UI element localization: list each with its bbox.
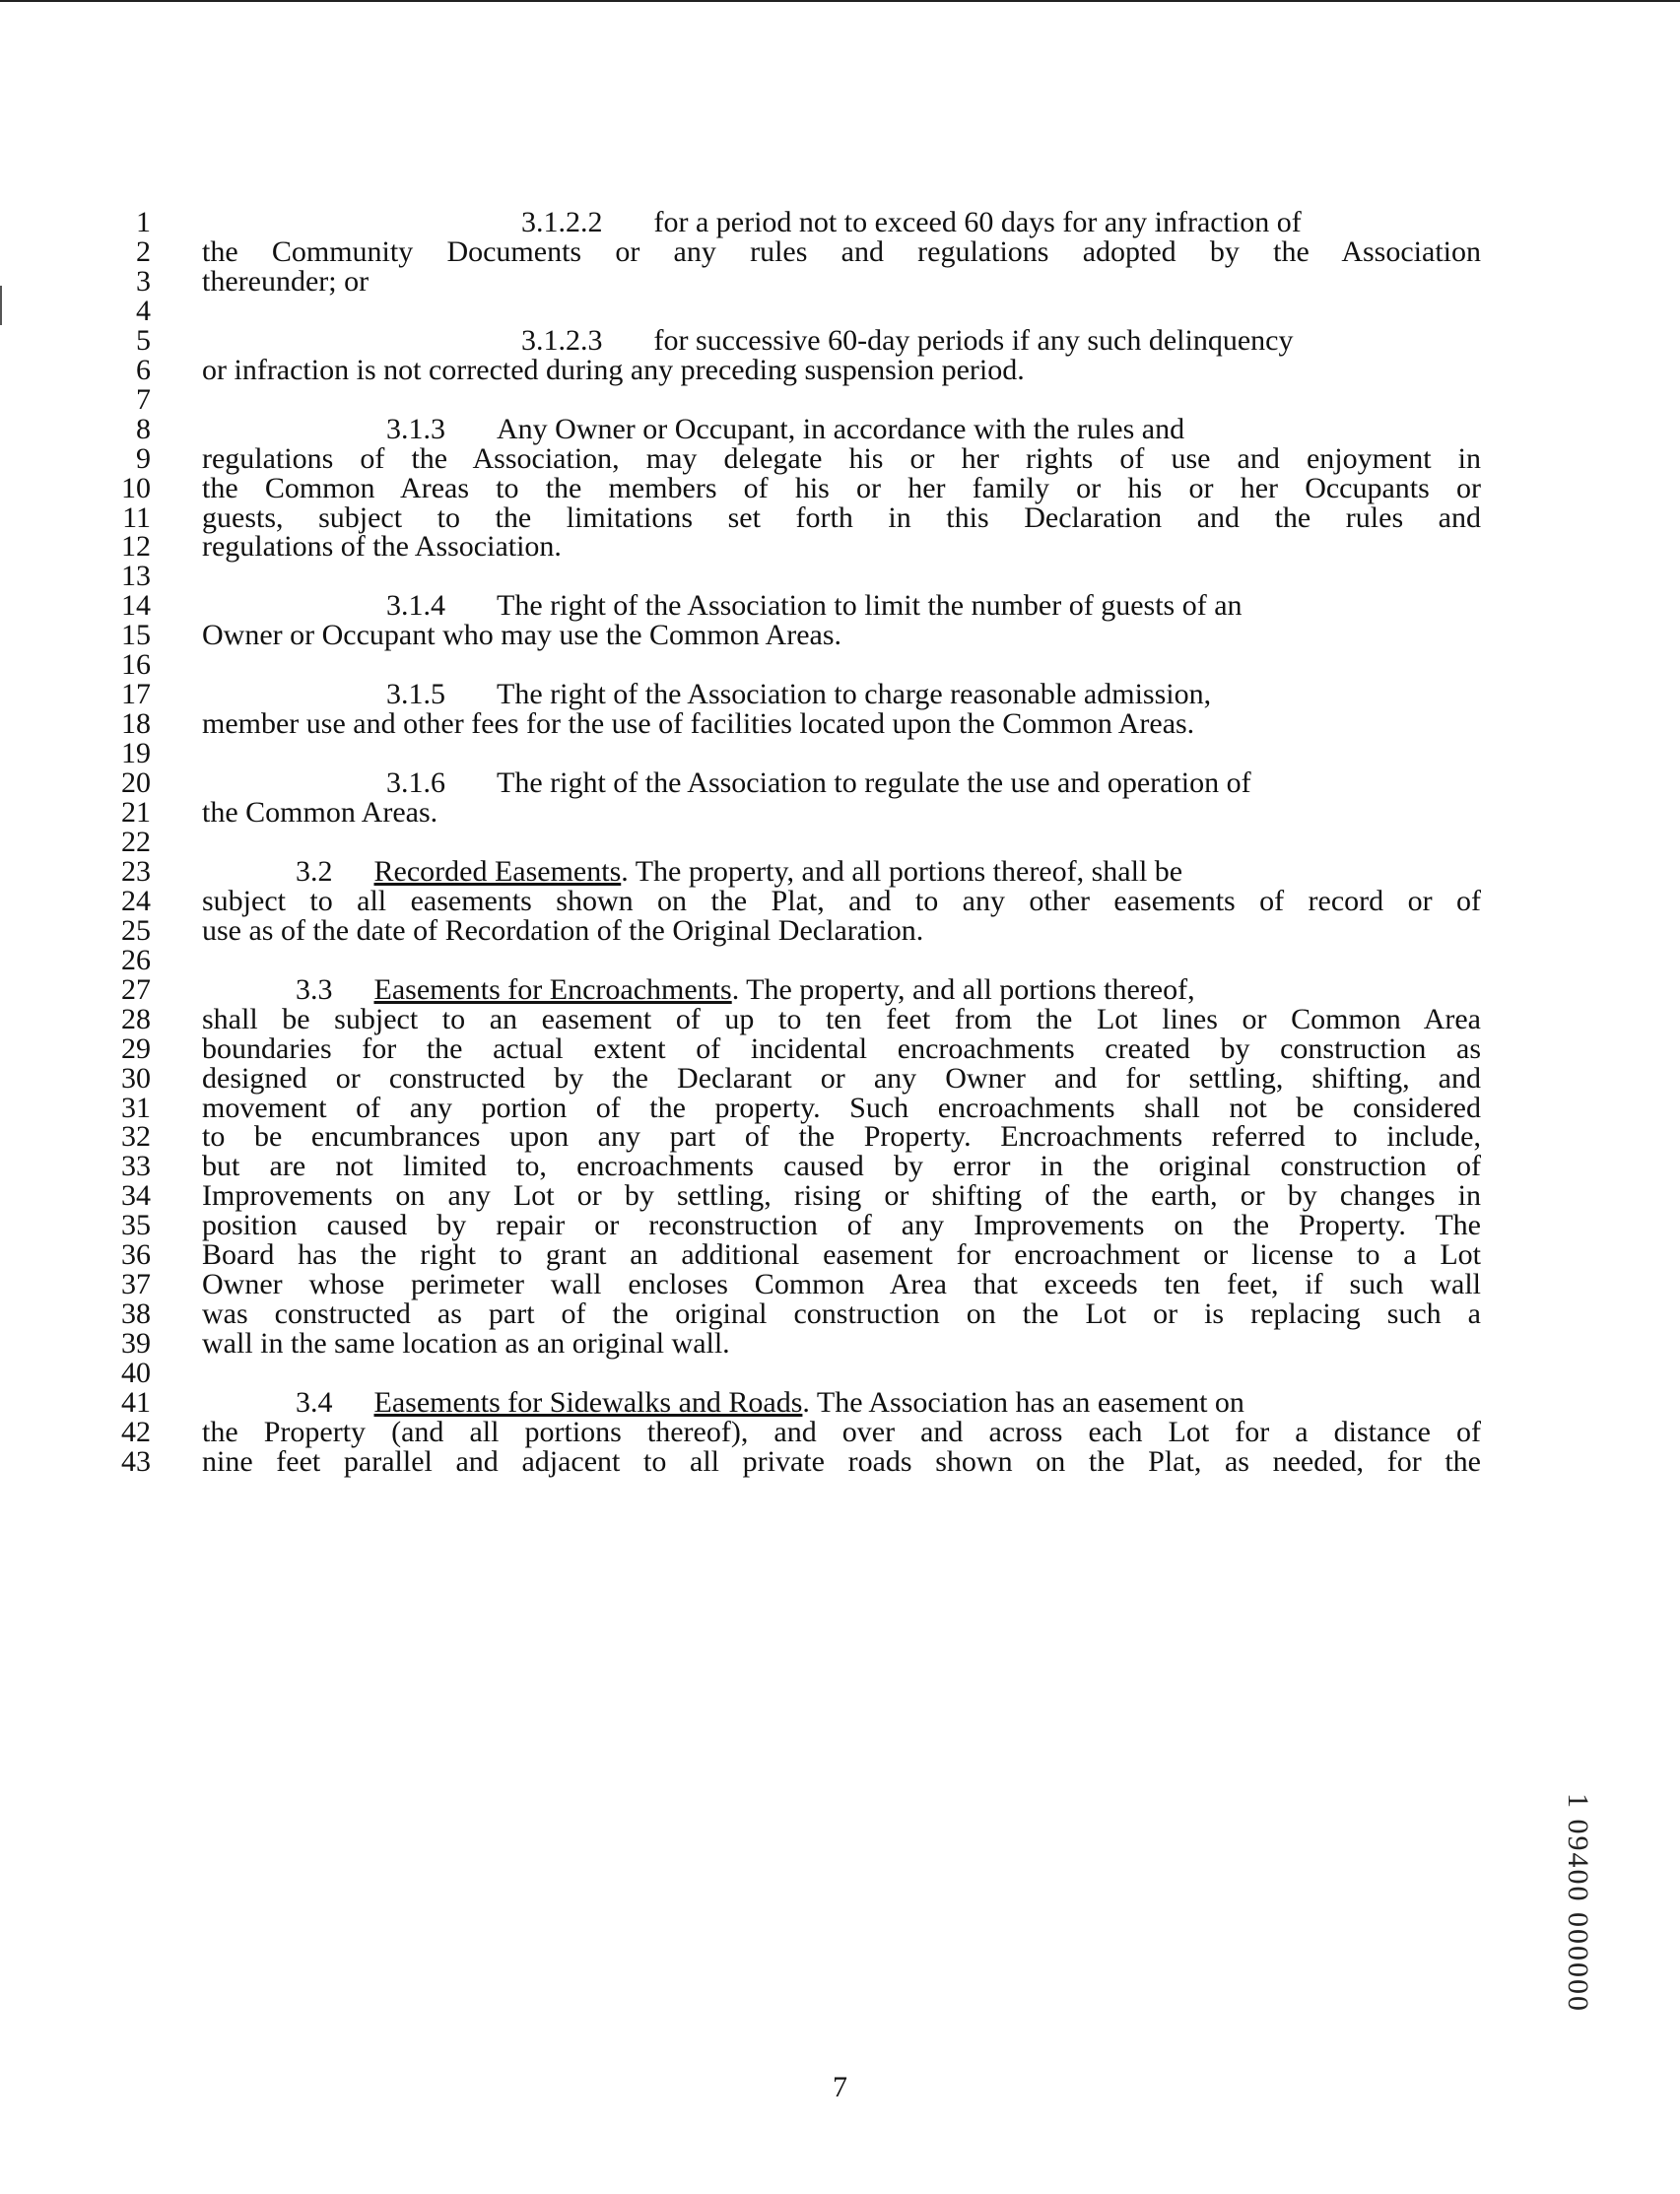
line-number: 29 <box>121 1032 151 1065</box>
line-number: 16 <box>121 648 151 681</box>
section-text: Any Owner or Occupant, in accordance with the rules and <box>497 413 1185 445</box>
line-number: 20 <box>121 766 151 799</box>
line-number: 34 <box>121 1179 151 1212</box>
line-number: 24 <box>121 885 151 917</box>
line-number: 23 <box>121 855 151 888</box>
line-number: 18 <box>121 707 151 740</box>
line-number: 27 <box>121 973 151 1006</box>
line-text: to be encumbrances upon any part of the Property. Encroachments referred to include, <box>202 1120 1481 1153</box>
line-number: 42 <box>121 1416 151 1448</box>
line-number: 26 <box>121 944 151 976</box>
line-text: shall be subject to an easement of up to ten feet from the Lot lines or Common Area <box>202 1003 1481 1035</box>
line-text: subject to all easements shown on the Plat, and to any other easements of record or of <box>202 885 1481 917</box>
section-text: for successive 60-day periods if any such delinquency <box>653 324 1294 357</box>
line-number: 41 <box>121 1386 151 1419</box>
line-number: 35 <box>121 1209 151 1241</box>
section-number: 3.1.2.2 <box>521 206 603 238</box>
line-number: 30 <box>121 1062 151 1095</box>
line-text: boundaries for the actual extent of incidental encroachments created by construction as <box>202 1032 1481 1065</box>
section-text: . The property, and all portions thereof, shall be <box>621 855 1183 888</box>
line-number: 1 <box>136 206 151 238</box>
line-number: 39 <box>121 1327 151 1360</box>
line-text: guests, subject to the limitations set forth in this Declaration and the rules and <box>202 501 1481 534</box>
section-number: 3.1.6 <box>386 766 445 799</box>
line-text: use as of the date of Recordation of the Original Declaration. <box>202 914 924 947</box>
line-text: Improvements on any Lot or by settling, rising or shifting of the earth, or by changes in <box>202 1179 1481 1212</box>
line-text: Owner or Occupant who may use the Common Areas. <box>202 619 842 651</box>
line-number: 5 <box>136 324 151 357</box>
section-text: . The property, and all portions thereof, <box>731 973 1195 1006</box>
line-number: 28 <box>121 1003 151 1035</box>
line-text: Owner whose perimeter wall encloses Common Area that exceeds ten feet, if such wall <box>202 1268 1481 1300</box>
section-text: The right of the Association to limit the number of guests of an <box>497 589 1243 622</box>
line-text: the Common Areas. <box>202 796 438 829</box>
line-number: 15 <box>121 619 151 651</box>
line-text: regulations of the Association. <box>202 530 562 563</box>
line-number: 3 <box>136 265 151 298</box>
line-text: was constructed as part of the original construction on the Lot or is replacing such a <box>202 1297 1481 1330</box>
line-text: the Property (and all portions thereof), and over and across each Lot for a distance of <box>202 1416 1481 1448</box>
section-number: 3.1.5 <box>386 678 445 710</box>
line-number: 21 <box>121 796 151 829</box>
line-text: designed or constructed by the Declarant or any Owner and for settling, shifting, and <box>202 1062 1481 1095</box>
line-number: 38 <box>121 1297 151 1330</box>
section-number: 3.1.2.3 <box>521 324 603 357</box>
line-number: 8 <box>136 413 151 445</box>
section-number: 3.4 <box>296 1386 333 1419</box>
line-number: 31 <box>121 1092 151 1124</box>
line-text: member use and other fees for the use of facilities located upon the Common Areas. <box>202 707 1195 740</box>
line-number: 12 <box>121 530 151 563</box>
line-text: wall in the same location as an original wall. <box>202 1327 730 1360</box>
line-number: 19 <box>121 737 151 769</box>
line-number: 25 <box>121 914 151 947</box>
section-text: The right of the Association to charge reasonable admission, <box>497 678 1212 710</box>
line-number: 9 <box>136 442 151 475</box>
line-number: 14 <box>121 589 151 622</box>
document-line <box>0 1441 1680 1483</box>
line-text: regulations of the Association, may delegate his or her rights of use and enjoyment in <box>202 442 1481 475</box>
line-number: 36 <box>121 1238 151 1271</box>
line-number: 2 <box>136 235 151 268</box>
line-number: 22 <box>121 826 151 858</box>
section-text: . The Association has an easement on <box>802 1386 1244 1419</box>
line-number: 43 <box>121 1445 151 1478</box>
line-number: 40 <box>121 1357 151 1389</box>
line-number: 11 <box>122 501 151 534</box>
line-text: nine feet parallel and adjacent to all private roads shown on the Plat, as needed, for the <box>202 1445 1481 1478</box>
line-number: 7 <box>136 383 151 416</box>
line-text: but are not limited to, encroachments caused by error in the original construction of <box>202 1150 1481 1182</box>
top-border <box>0 0 1680 2</box>
section-number: 3.3 <box>296 973 333 1006</box>
section-number: 3.2 <box>296 855 333 888</box>
line-number: 10 <box>121 472 151 504</box>
section-number: 3.1.3 <box>386 413 445 445</box>
line-text: the Common Areas to the members of his or her family or his or her Occupants or <box>202 472 1481 504</box>
page-number: 7 <box>833 2071 847 2103</box>
section-text: for a period not to exceed 60 days for any infraction of <box>653 206 1302 238</box>
section-heading: Easements for Sidewalks and Roads <box>373 1386 803 1419</box>
line-number: 32 <box>121 1120 151 1153</box>
line-number: 4 <box>136 295 151 327</box>
section-heading: Recorded Easements <box>373 855 622 888</box>
line-number: 37 <box>121 1268 151 1300</box>
line-number: 13 <box>121 560 151 592</box>
line-text: position caused by repair or reconstruction of any Improvements on the Property. The <box>202 1209 1481 1241</box>
section-text: The right of the Association to regulate the use and operation of <box>497 766 1251 799</box>
line-number: 17 <box>121 678 151 710</box>
line-text: Board has the right to grant an additional easement for encroachment or license to a Lot <box>202 1238 1481 1271</box>
section-heading: Easements for Encroachments <box>373 973 732 1006</box>
line-text: thereunder; or <box>202 265 370 298</box>
side-stamp: 1 09400 000000 <box>1562 1793 1594 2013</box>
line-number: 33 <box>121 1150 151 1182</box>
line-number: 6 <box>136 354 151 386</box>
section-number: 3.1.4 <box>386 589 445 622</box>
line-text: the Community Documents or any rules and regulations adopted by the Association <box>202 235 1481 268</box>
line-text: movement of any portion of the property. Such encroachments shall not be considered <box>202 1092 1481 1124</box>
line-text: or infraction is not corrected during any preceding suspension period. <box>202 354 1025 386</box>
